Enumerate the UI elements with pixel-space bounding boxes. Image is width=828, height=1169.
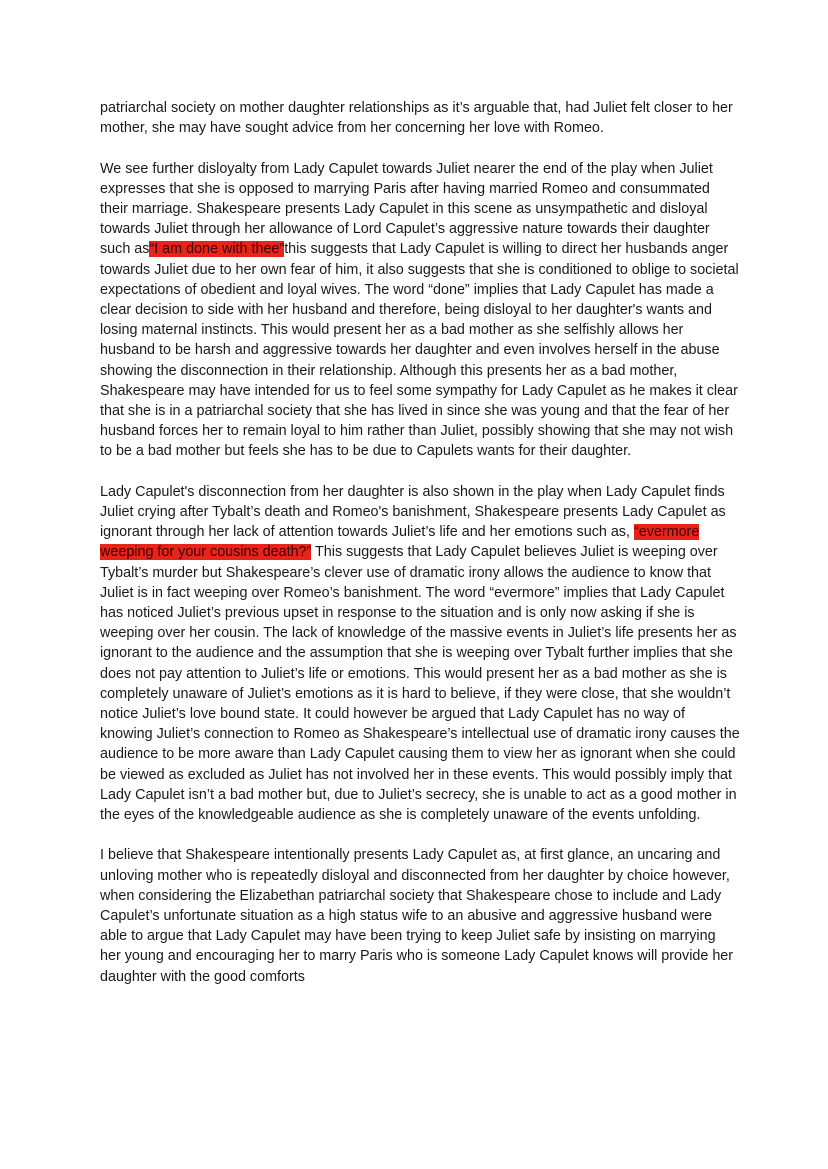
paragraph-2-text-a: We see further disloyalty from Lady Capulet towards Juliet nearer the end of the play when Juliet expresses that she is opposed to marrying Paris after having married Romeo and consummated their marriage. Shakespeare presents Lady Capulet in this scene as unsympathetic and disloyal towards Juliet through her allowance of Lord Capulet’s aggressive nature towards their daughter such as bbox=[100, 160, 713, 258]
highlighted-quote-done-with-thee: “I am done with thee” bbox=[149, 241, 285, 258]
paragraph-1-text: patriarchal society on mother daughter relationships as it’s arguable that, had Juliet felt closer to her mother, she may have sought advice from her concerning her love with Romeo. bbox=[100, 100, 733, 137]
document-body bbox=[100, 98, 740, 1007]
paragraph-4 bbox=[100, 845, 740, 986]
paragraph-3-text-b: This suggests that Lady Capulet believes Juliet is weeping over Tybalt’s murder but Shakespeare’s clever use of dramatic irony allows the audience to know that Juliet is in fact weeping over Romeo’s banishment. The word “evermore” implies that Lady Capulet has noticed Juliet’s previous upset in response to the situation and is only now asking if she is weeping over her cousin. The lack of knowledge of the massive events in Juliet’s life presents her as ignorant to the audience and the assumption that she is weeping over Tybalt further implies that she does not pay attention to Juliet’s life or emotions. This would present her as a bad mother as she is completely unaware of Juliet’s emotions as it is hard to believe, if they were close, that she wouldn’t notice Juliet’s love bound state. It could however be argued that Lady Capulet has no way of knowing Juliet’s connection to Romeo as Shakespeare’s intellectual use of dramatic irony causes the audience to be more aware than Lady Capulet causing them to view her as ignorant when she could be viewed as excluded as Juliet has not involved her in these events. This would possibly imply that Lady Capulet isn’t a bad mother but, due to Juliet’s secrecy, she is unable to act as a good mother in the eyes of the knowledgeable audience as she is completely unaware of the events unfolding. bbox=[100, 544, 740, 824]
paragraph-3 bbox=[100, 482, 740, 825]
highlighted-quote-evermore-weeping: “evermore weeping for your cousins death?” bbox=[100, 524, 700, 561]
paragraph-2 bbox=[100, 159, 740, 462]
paragraph-2-text-b: this suggests that Lady Capulet is willing to direct her husbands anger towards Juliet due to her own fear of him, it also suggests that she is conditioned to oblige to societal expectations of obedient and loyal wives. The word “done” implies that Lady Capulet has made a clear decision to side with her husband and therefore, being disloyal to her daughter's wants and losing maternal instincts. This would present her as a bad mother as she selfishly allows her husband to be harsh and aggressive towards her daughter and even involves herself in the abuse showing the disconnection in their relationship. Although this presents her as a bad mother, Shakespeare may have intended for us to feel some sympathy for Lady Capulet as he makes it clear that she is in a patriarchal society that she has lived in since she was young and that the fear of her husband forces her to remain loyal to him rather than Juliet, possibly showing that she may not wish to be a bad mother but feels she has to be due to Capulets wants for their daughter. bbox=[100, 241, 739, 460]
paragraph-1 bbox=[100, 98, 740, 138]
paragraph-3-text-a: Lady Capulet's disconnection from her daughter is also shown in the play when Lady Capulet finds Juliet crying after Tybalt’s death and Romeo's banishment, Shakespeare presents Lady Capulet as ignorant through her lack of attention towards Juliet’s life and her emotions such as, bbox=[100, 483, 726, 541]
paragraph-4-text: I believe that Shakespeare intentionally presents Lady Capulet as, at first glance, an uncaring and unloving mother who is repeatedly disloyal and disconnected from her daughter by choice however, when considering the Elizabethan patriarchal society that Shakespeare chose to include and Lady Capulet’s unfortunate situation as a high status wife to an abusive and aggressive husband were able to argue that Lady Capulet may have been trying to keep Juliet safe by insisting on marrying her young and encouraging her to marry Paris who is someone Lady Capulet knows will provide her daughter with the good comforts bbox=[100, 847, 734, 985]
